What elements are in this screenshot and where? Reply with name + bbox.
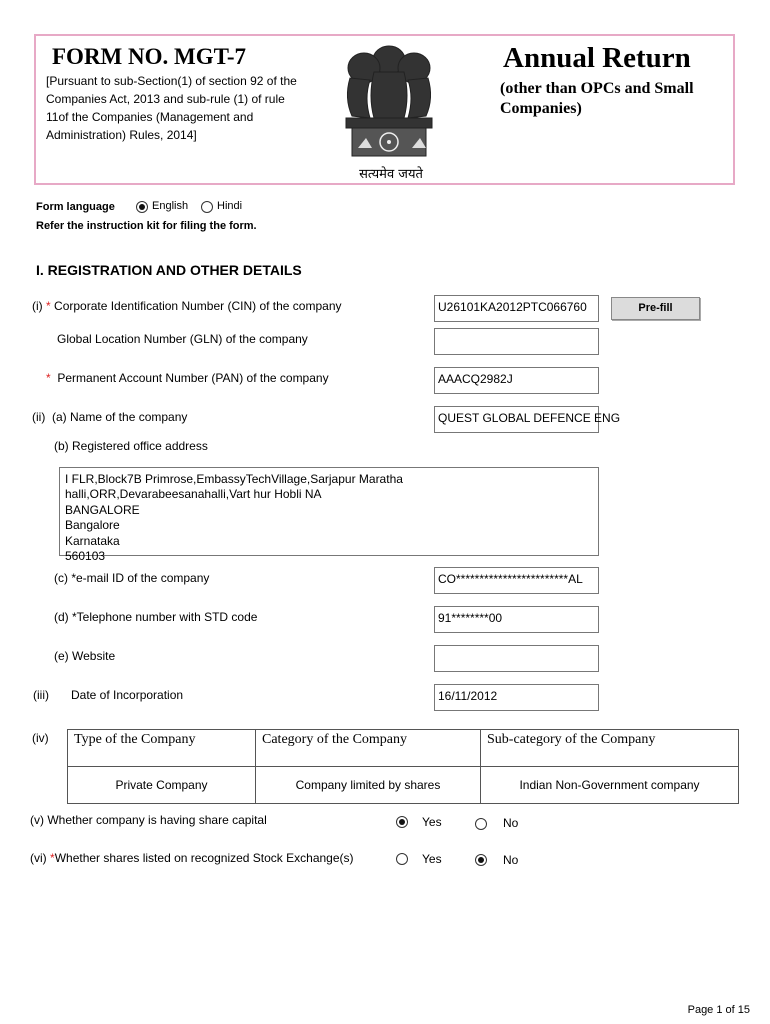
language-hindi-label: Hindi: [217, 200, 243, 212]
cin-label-text: Corporate Identification Number (CIN) of the company: [54, 299, 342, 313]
emblem-motto: सत्यमेव जयते: [359, 167, 423, 182]
language-english-label: English: [152, 200, 189, 212]
address-line: Karnataka: [65, 533, 120, 548]
address-label: (b) Registered office address: [54, 439, 208, 453]
listed-label: [30, 851, 354, 865]
telephone-field[interactable]: 91********00: [434, 606, 599, 633]
listed-prefix: (vi): [30, 851, 47, 865]
listed-label-text: Whether shares listed on recognized Stock Exchange(s): [54, 851, 354, 865]
name-label-text: (a) Name of the company: [52, 410, 188, 424]
form-language-label: Form language: [36, 201, 115, 213]
address-line: halli,ORR,Devarabeesanahalli,Vart hur Hobli NA: [65, 487, 322, 502]
name-prefix: (ii): [32, 410, 46, 424]
address-line: I FLR,Block7B Primrose,EmbassyTechVillage,Sarjapur Maratha: [65, 472, 403, 486]
listed-no-radio[interactable]: [475, 854, 487, 866]
language-english-radio[interactable]: [136, 201, 148, 213]
table-row: [68, 730, 739, 767]
address-line: 560103: [65, 549, 106, 564]
page-number: Page 1 of 15: [687, 1004, 750, 1016]
pan-label: [46, 371, 329, 385]
share-capital-label: (v) Whether company is having share capital: [30, 813, 267, 827]
listed-no-label: No: [503, 853, 519, 867]
type-header: Type of the Company: [68, 730, 256, 767]
cin-prefix: (i): [32, 299, 43, 313]
language-hindi-radio[interactable]: [201, 201, 213, 213]
subcategory-value: Indian Non-Government company: [481, 767, 739, 804]
share-capital-no-radio[interactable]: [475, 818, 487, 830]
form-title: Annual Return: [503, 42, 691, 74]
listed-yes-radio[interactable]: [396, 853, 408, 865]
incorporation-date-field[interactable]: 16/11/2012: [434, 684, 599, 711]
share-capital-no-label: No: [503, 816, 519, 830]
pan-label-text: Permanent Account Number (PAN) of the company: [57, 371, 329, 385]
incorporation-prefix: (iii): [33, 688, 49, 702]
category-value: Company limited by shares: [256, 767, 481, 804]
incorporation-label: Date of Incorporation: [71, 688, 184, 702]
gln-field[interactable]: [434, 328, 599, 355]
type-value: Private Company: [68, 767, 256, 804]
table-row: [68, 767, 739, 804]
website-label: (e) Website: [54, 649, 116, 663]
required-marker: *: [46, 299, 51, 313]
address-field[interactable]: [59, 467, 599, 564]
pan-field[interactable]: AAACQ2982J: [434, 367, 599, 394]
email-field[interactable]: CO************************AL: [434, 567, 599, 594]
pursuant-text: [Pursuant to sub-Section(1) of section 92 of the Companies Act, 2013 and sub-rule (1) of rule 11of the Companies (Management and Administration) Rules, 2014]: [46, 74, 297, 142]
share-capital-yes-radio[interactable]: [396, 816, 408, 828]
company-name-label: [32, 410, 187, 424]
required-marker: *: [46, 371, 51, 385]
prefill-button[interactable]: Pre-fill: [611, 297, 700, 320]
required-marker: *: [50, 851, 55, 865]
address-line: BANGALORE: [65, 502, 140, 517]
form-subtitle: (other than OPCs and Small Companies): [500, 80, 694, 117]
share-capital-yes-label: Yes: [422, 815, 442, 829]
cin-field[interactable]: U26101KA2012PTC066760: [434, 295, 599, 322]
company-type-table: [67, 729, 739, 804]
company-type-prefix: (iv): [32, 731, 49, 745]
listed-yes-label: Yes: [422, 852, 442, 866]
national-emblem-icon: [330, 38, 448, 184]
website-field[interactable]: [434, 645, 599, 672]
gln-label: Global Location Number (GLN) of the company: [57, 332, 308, 346]
email-label: (c) *e-mail ID of the company: [54, 571, 210, 585]
cin-label: [32, 299, 342, 313]
instruction-text: Refer the instruction kit for filing the form.: [36, 220, 257, 232]
subcategory-header: Sub-category of the Company: [481, 730, 739, 767]
address-line: Bangalore: [65, 518, 120, 533]
category-header: Category of the Company: [256, 730, 481, 767]
section-title: I. REGISTRATION AND OTHER DETAILS: [36, 262, 302, 278]
form-number: FORM NO. MGT-7: [52, 44, 246, 69]
telephone-label: (d) *Telephone number with STD code: [54, 610, 258, 624]
company-name-field[interactable]: QUEST GLOBAL DEFENCE ENG: [434, 406, 599, 433]
